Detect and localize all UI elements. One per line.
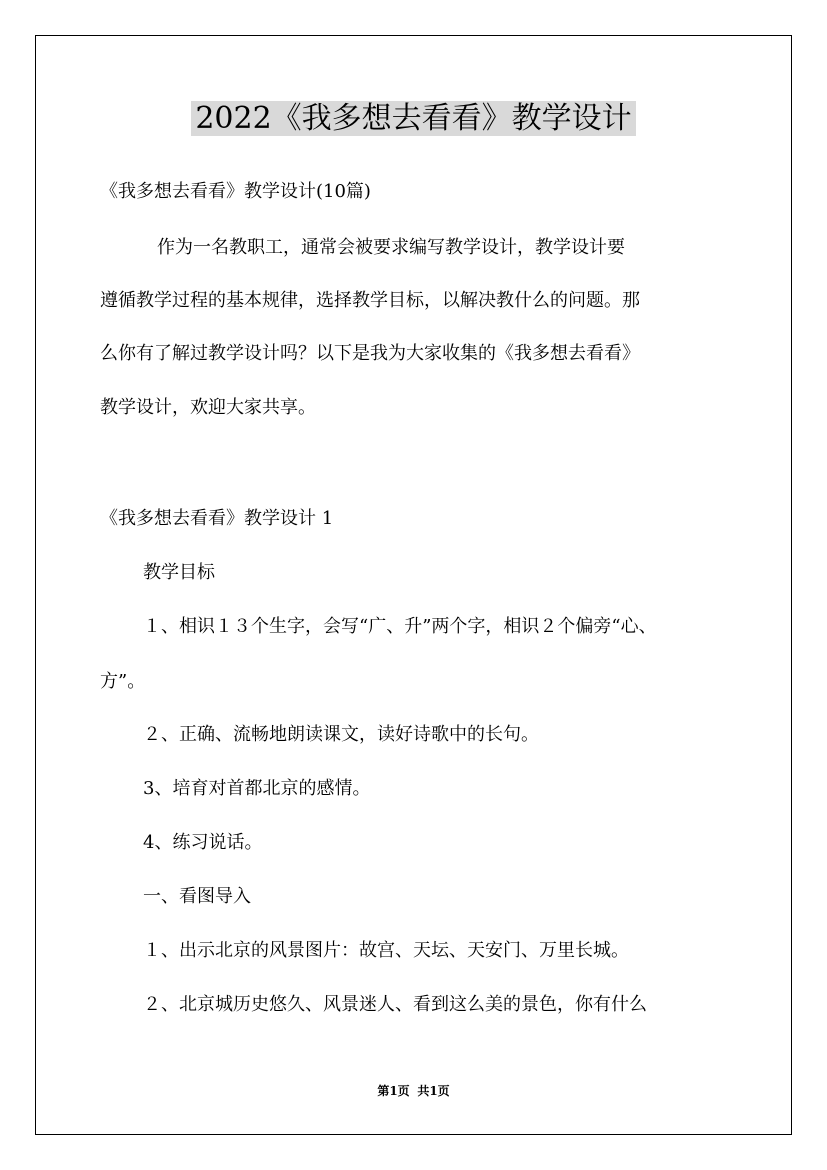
section-heading: 《我多想去看看》教学设计 1 <box>100 508 334 529</box>
goal-4: 4、练习说话。 <box>143 832 263 853</box>
goal-3: 3、培育对首都北京的感情。 <box>143 778 371 799</box>
goals-heading: 教学目标 <box>143 562 215 583</box>
intro-line-1: 作为一名教职工，通常会被要求编写教学设计，教学设计要 <box>157 237 625 258</box>
footer-total-pages: 共1页 <box>417 1084 450 1098</box>
step-1: １、出示北京的风景图片：故宫、天坛、天安门、万里长城。 <box>143 940 629 961</box>
goal-2: ２、正确、流畅地朗读课文，读好诗歌中的长句。 <box>143 724 539 745</box>
intro-line-4: 教学设计，欢迎大家共享。 <box>100 397 316 418</box>
document-subtitle: 《我多想去看看》教学设计(10篇) <box>100 181 371 202</box>
goal-1-line-2: 方”。 <box>100 671 146 692</box>
intro-line-2: 遵循教学过程的基本规律，选择教学目标，以解决教什么的问题。那 <box>100 290 640 311</box>
page-footer <box>0 1083 827 1099</box>
goal-1-line-1: １、相识１３个生字，会写“广、升”两个字，相识２个偏旁“心、 <box>143 616 657 637</box>
intro-line-3: 么你有了解过教学设计吗？以下是我为大家收集的《我多想去看看》 <box>100 343 640 364</box>
step-2: ２、北京城历史悠久、风景迷人、看到这么美的景色，你有什么 <box>143 994 647 1015</box>
document-title <box>0 98 827 140</box>
document-title-text: 2022《我多想去看看》教学设计 <box>191 101 635 136</box>
step-heading: 一、看图导入 <box>143 886 251 907</box>
footer-page-number: 第1页 <box>377 1084 410 1098</box>
